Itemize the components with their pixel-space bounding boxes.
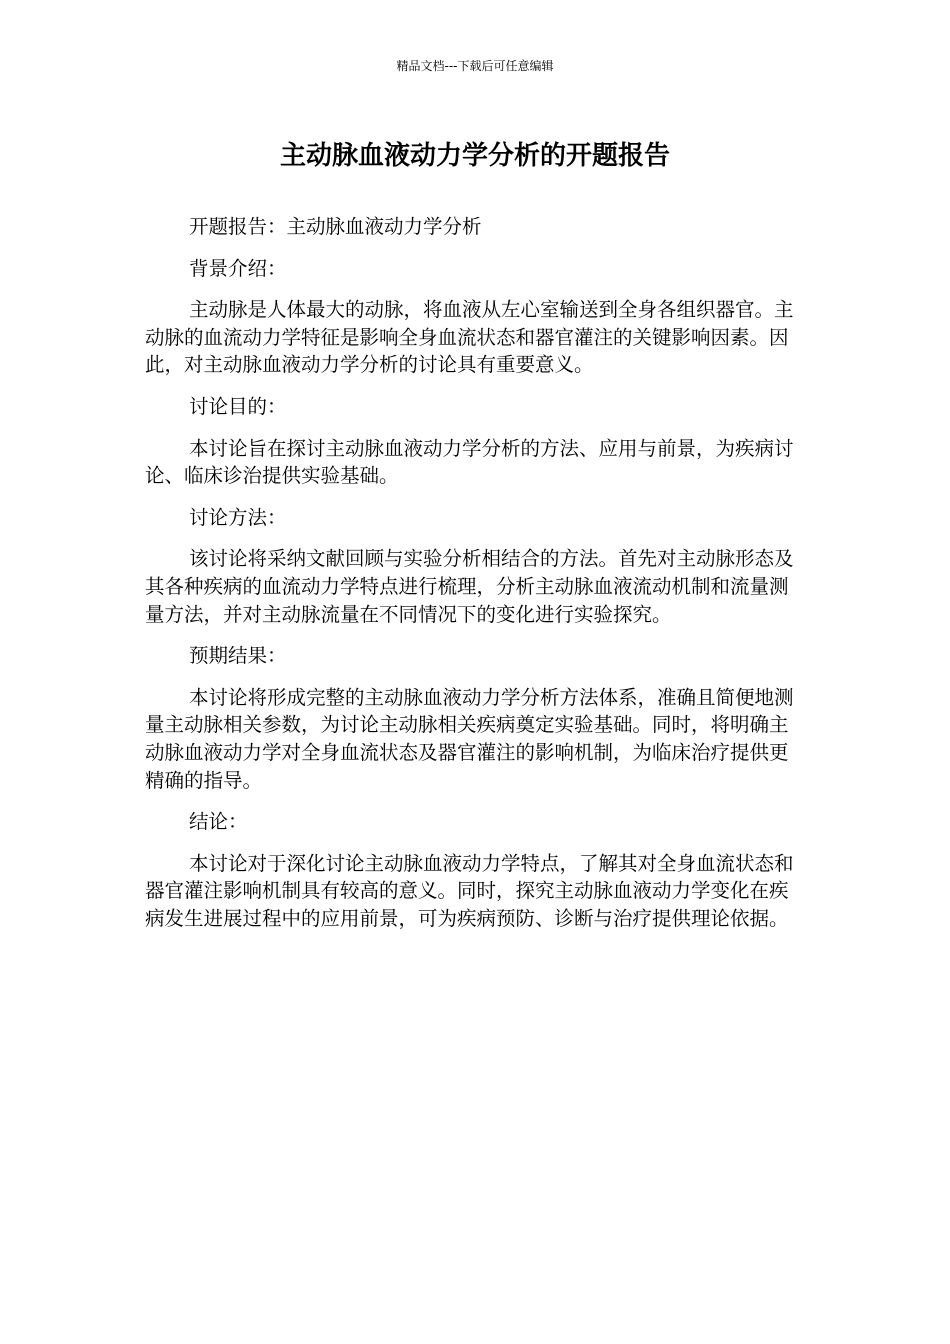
paragraph-background: 主动脉是人体最大的动脉，将血液从左心室输送到全身各组织器官。主动脉的血流动力学特征是影响全身血流状态和器官灌注的关键影响因素。因此，对主动脉血液动力学分析的讨论具有重要意义。: [145, 298, 794, 377]
document-title: 主动脉血液动力学分析的开题报告: [279, 141, 670, 171]
paragraph-purpose: 本讨论旨在探讨主动脉血液动力学分析的方法、应用与前景，为疾病讨论、临床诊治提供实验基础。: [145, 436, 794, 488]
section-heading-method: 讨论方法：: [189, 505, 287, 529]
paragraph-report-heading: 开题报告：主动脉血液动力学分析: [189, 215, 482, 238]
section-heading-purpose: 讨论目的：: [189, 394, 287, 418]
section-heading-background: 背景介绍：: [189, 256, 287, 280]
paragraph-conclusion: 本讨论对于深化讨论主动脉血液动力学特点，了解其对全身血流状态和器官灌注影响机制具有较高的意义。同时，探究主动脉血液动力学变化在疾病发生进展过程中的应用前景，可为疾病预防、诊断与治疗提供理论依据。: [145, 851, 794, 930]
page-header: 精品文档---下载后可任意编辑: [396, 59, 554, 73]
section-heading-conclusion: 结论：: [189, 810, 248, 834]
section-heading-expected-results: 预期结果：: [189, 644, 287, 668]
paragraph-expected-results: 本讨论将形成完整的主动脉血液动力学分析方法体系，准确且简便地测量主动脉相关参数，为讨论主动脉相关疾病奠定实验基础。同时，将明确主动脉血液动力学对全身血流状态及器官灌注的影响机制，为临床治疗提供更精确的指导。: [145, 685, 794, 792]
document-body: [145, 213, 805, 946]
paragraph-method: 该讨论将采纳文献回顾与实验分析相结合的方法。首先对主动脉形态及其各种疾病的血流动力学特点进行梳理，分析主动脉血液流动机制和流量测量方法，并对主动脉流量在不同情况下的变化进行实验探究。: [145, 547, 794, 626]
